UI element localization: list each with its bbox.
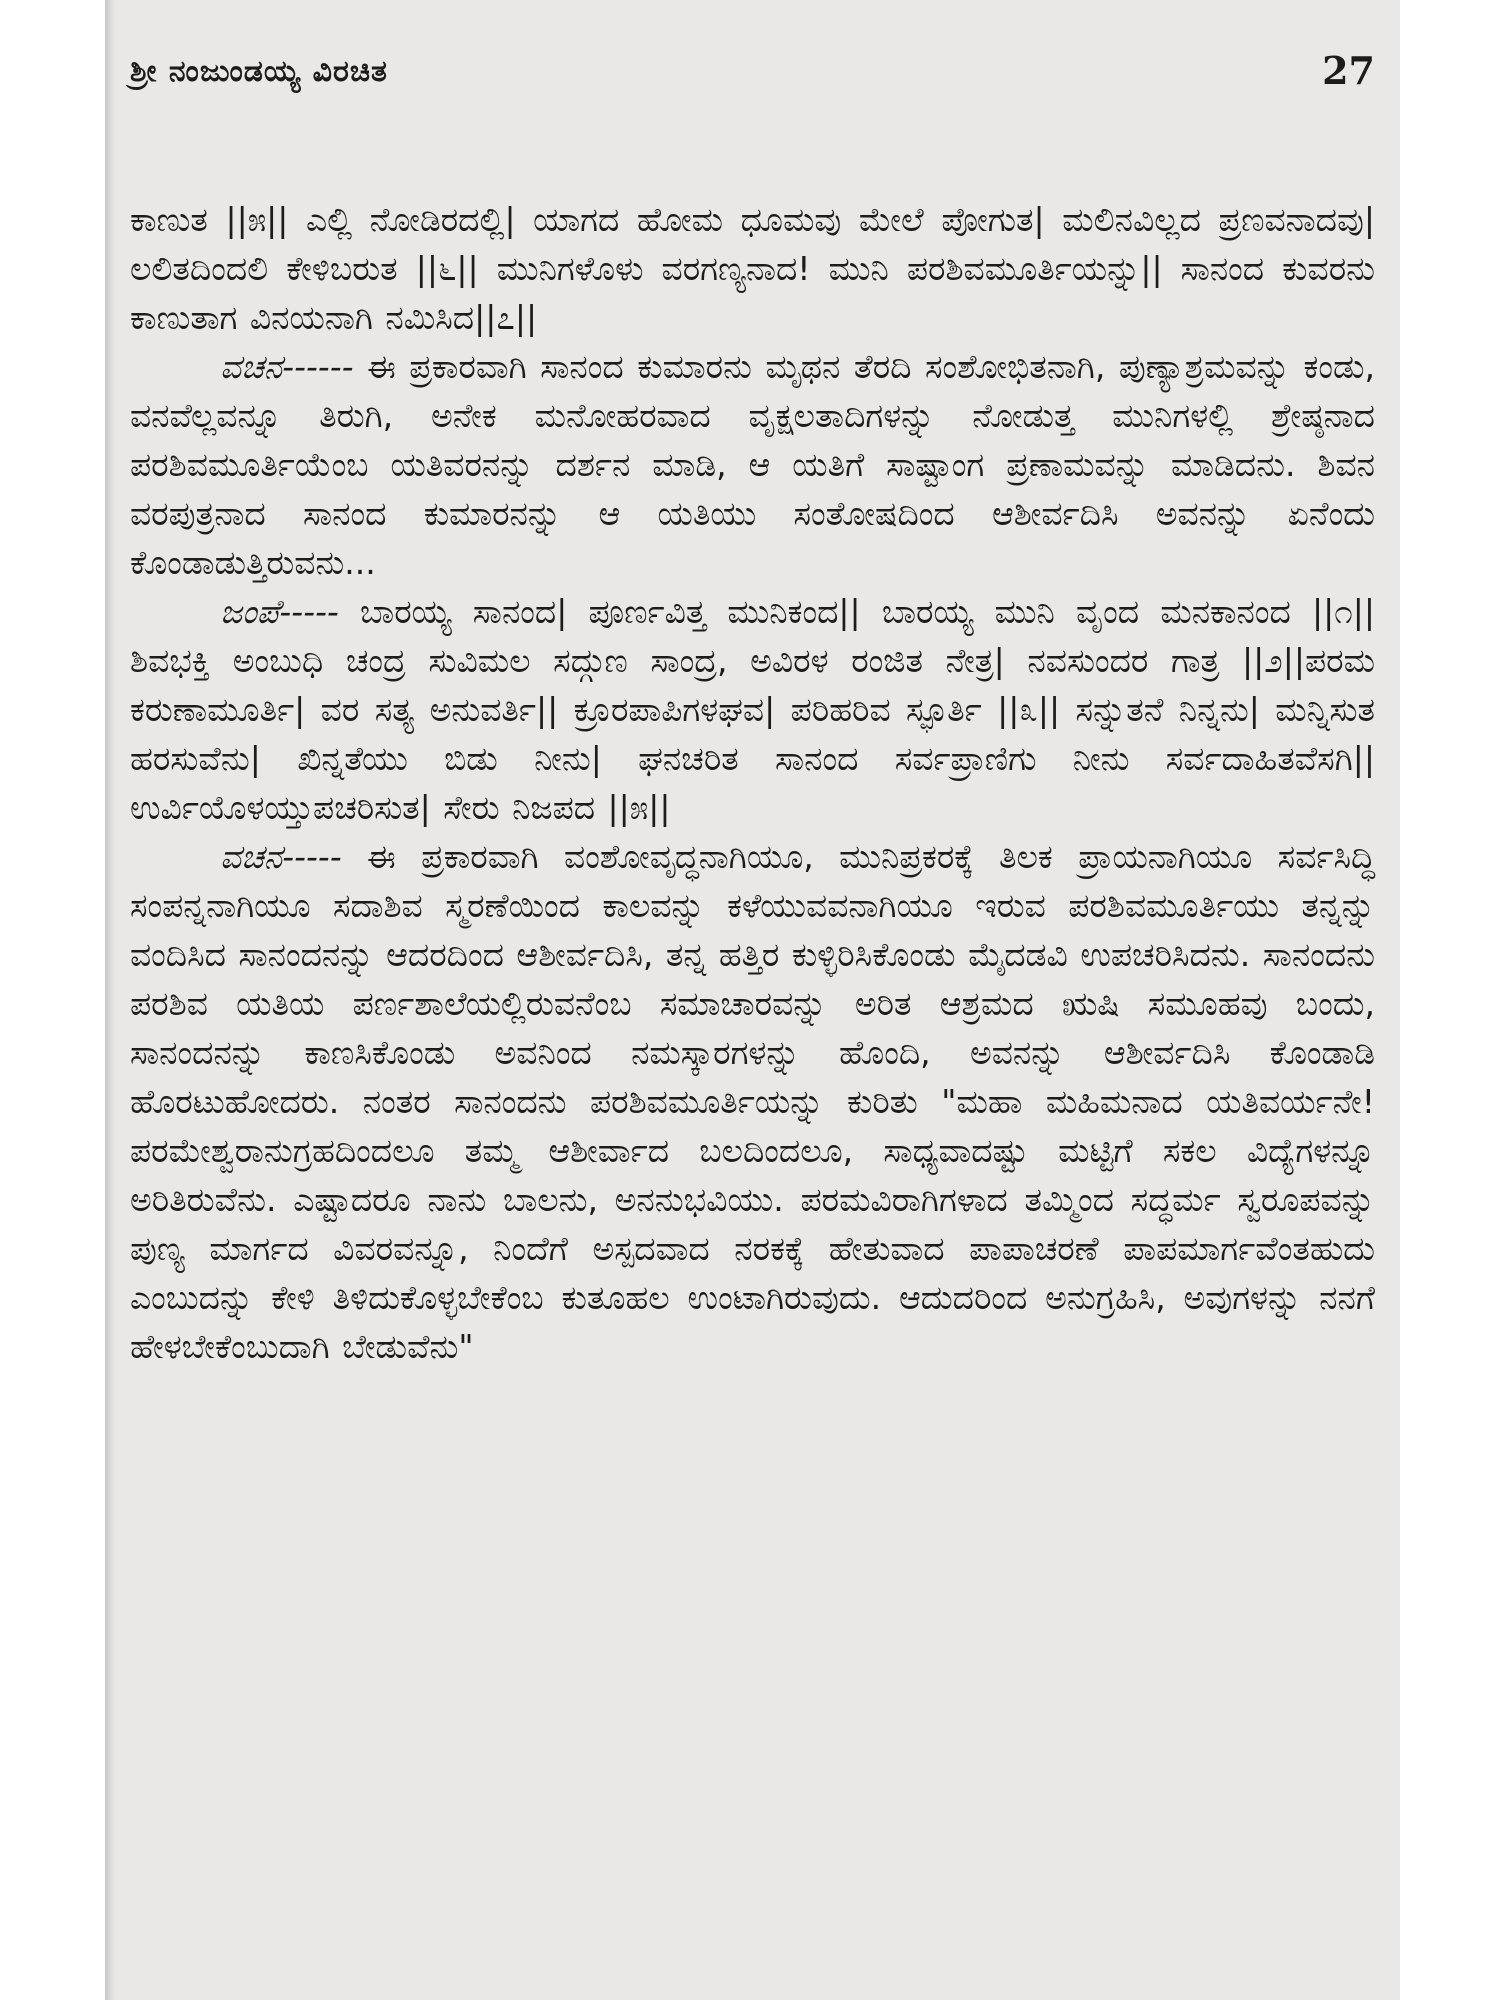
section-label: ವಚನ------ xyxy=(220,347,354,386)
paragraph-jampe xyxy=(130,587,1375,832)
paragraph-text: ಬಾರಯ್ಯ ಸಾನಂದ| ಪೂರ್ಣವಿತ್ತ ಮುನಿಕಂದ|| ಬಾರಯ್ಯ ಮುನಿ ವೃಂದ ಮನಕಾನಂದ ||೧|| ಶಿವಭಕ್ತಿ ಅಂಬುಧಿ ಚಂದ್ರ ಸುವಿಮಲ ಸದ್ಗುಣ ಸಾಂದ್ರ, ಅವಿರಳ ರಂಜಿತ ನೇತ್ರ| ನವಸುಂದರ ಗಾತ್ರ ||೨||ಪರಮ ಕರುಣಾಮೂರ್ತಿ| ವರ ಸತ್ಯ ಅನುವರ್ತಿ|| ಕ್ರೂರಪಾಪಿಗಳಘವ| ಪರಿಹರಿವ ಸ್ಫೂರ್ತಿ ||೩|| ಸನ್ನುತನೆ ನಿನ್ನನು| ಮನ್ನಿಸುತ ಹರಸುವೆನು| ಖಿನ್ನತೆಯು ಬಿಡು ನೀನು| ಘನಚರಿತ ಸಾನಂದ ಸರ್ವಪ್ರಾಣಿಗು ನೀನು ಸರ್ವದಾಹಿತವೆಸಗಿ|| ಉರ್ವಿಯೊಳಯ್ತುಪಚರಿಸುತ| ಸೇರು ನಿಜಪದ ||೫|| xyxy=(130,592,1375,827)
page-edge-shadow xyxy=(105,0,115,2000)
paragraph-vachana-2 xyxy=(130,832,1375,1371)
section-label: ಜಂಪೆ----- xyxy=(220,592,339,631)
running-head: ಶ್ರೀ ನಂಜುಂಡಯ್ಯ ವಿರಚಿತ xyxy=(130,54,388,89)
paragraph-verse-end xyxy=(130,195,1375,342)
paragraph-vachana-1 xyxy=(130,342,1375,587)
section-label: ವಚನ----- xyxy=(220,837,342,876)
page-header xyxy=(130,42,1375,112)
paragraph-text: ಈ ಪ್ರಕಾರವಾಗಿ ವಂಶೋವೃದ್ಧನಾಗಿಯೂ, ಮುನಿಪ್ರಕರಕ್ಕೆ ತಿಲಕ ಪ್ರಾಯನಾಗಿಯೂ ಸರ್ವಸಿದ್ಧಿ ಸಂಪನ್ನನಾಗಿಯೂ ಸದಾಶಿವ ಸ್ಮರಣೆಯಿಂದ ಕಾಲವನ್ನು ಕಳೆಯುವವನಾಗಿಯೂ ಇರುವ ಪರಶಿವಮೂರ್ತಿಯು ತನ್ನನ್ನು ವಂದಿಸಿದ ಸಾನಂದನನ್ನು ಆದರದಿಂದ ಆಶೀರ್ವದಿಸಿ, ತನ್ನ ಹತ್ತಿರ ಕುಳ್ಳಿರಿಸಿಕೊಂಡು ಮೈದಡವಿ ಉಪಚರಿಸಿದನು. ಸಾನಂದನು ಪರಶಿವ ಯತಿಯ ಪರ್ಣಶಾಲೆಯಲ್ಲಿರುವನೆಂಬ ಸಮಾಚಾರವನ್ನು ಅರಿತ ಆಶ್ರಮದ ಋಷಿ ಸಮೂಹವು ಬಂದು, ಸಾನಂದನನ್ನು ಕಾಣಸಿಕೊಂಡು ಅವನಿಂದ ನಮಸ್ಕಾರಗಳನ್ನು ಹೊಂದಿ, ಅವನನ್ನು ಆಶೀರ್ವದಿಸಿ ಕೊಂಡಾಡಿ ಹೊರಟುಹೋದರು. ನಂತರ ಸಾನಂದನು ಪರಶಿವಮೂರ್ತಿಯನ್ನು ಕುರಿತು "ಮಹಾ ಮಹಿಮನಾದ ಯತಿವರ್ಯನೇ! ಪರಮೇಶ್ವರಾನುಗ್ರಹದಿಂದಲೂ ತಮ್ಮ ಆಶೀರ್ವಾದ ಬಲದಿಂದಲೂ, ಸಾಧ್ಯವಾದಷ್ಟು ಮಟ್ಟಿಗೆ ಸಕಲ ವಿದ್ಯೆಗಳನ್ನೂ ಅರಿತಿರುವೆನು. ಎಷ್ಟಾದರೂ ನಾನು ಬಾಲನು, ಅನನುಭವಿಯು. ಪರಮವಿರಾಗಿಗಳಾದ ತಮ್ಮಿಂದ ಸದ್ಧರ್ಮ ಸ್ವರೂಪವನ್ನು ಪುಣ್ಯ ಮಾರ್ಗದ ವಿವರವನ್ನೂ, ನಿಂದೆಗೆ ಅಸ್ಪದವಾದ ನರಕಕ್ಕೆ ಹೇತುವಾದ ಪಾಪಾಚರಣೆ ಪಾಪಮಾರ್ಗವೆಂತಹುದು ಎಂಬುದನ್ನು ಕೇಳಿ ತಿಳಿದುಕೊಳ್ಳಬೇಕೆಂಬ ಕುತೂಹಲ ಉಂಟಾಗಿರುವುದು. ಆದುದರಿಂದ ಅನುಗ್ರಹಿಸಿ, ಅವುಗಳನ್ನು ನನಗೆ ಹೇಳಬೇಕೆಂಬುದಾಗಿ ಬೇಡುವೆನು" xyxy=(130,837,1375,1366)
paragraph-text: ಕಾಣುತ ||೫|| ಎಲ್ಲಿ ನೋಡಿರದಲ್ಲಿ| ಯಾಗದ ಹೋಮ ಧೂಮವು ಮೇಲೆ ಪೋಗುತ| ಮಲಿನವಿಲ್ಲದ ಪ್ರಣವನಾದವು| ಲಲಿತದಿಂದಲಿ ಕೇಳಿಬರುತ ||೬|| ಮುನಿಗಳೊಳು ವರಗಣ್ಯನಾದ! ಮುನಿ ಪರಶಿವಮೂರ್ತಿಯನ್ನು|| ಸಾನಂದ ಕುವರನು ಕಾಣುತಾಗ ವಿನಯನಾಗಿ ನಮಿಸಿದ||೭|| xyxy=(130,200,1375,337)
book-page xyxy=(105,0,1400,2000)
body-text xyxy=(130,195,1375,1371)
paragraph-text: ಈ ಪ್ರಕಾರವಾಗಿ ಸಾನಂದ ಕುಮಾರನು ಮೃಥನ ತೆರದಿ ಸಂಶೋಭಿತನಾಗಿ, ಪುಣ್ಯಾಶ್ರಮವನ್ನು ಕಂಡು, ವನವೆಲ್ಲವನ್ನೂ ತಿರುಗಿ, ಅನೇಕ ಮನೋಹರವಾದ ವೃಕ್ಷಲತಾದಿಗಳನ್ನು ನೋಡುತ್ತ ಮುನಿಗಳಲ್ಲಿ ಶ್ರೇಷ್ಠನಾದ ಪರಶಿವಮೂರ್ತಿಯೆಂಬ ಯತಿವರನನ್ನು ದರ್ಶನ ಮಾಡಿ, ಆ ಯತಿಗೆ ಸಾಷ್ಟಾಂಗ ಪ್ರಣಾಮವನ್ನು ಮಾಡಿದನು. ಶಿವನ ವರಪುತ್ರನಾದ ಸಾನಂದ ಕುಮಾರನನ್ನು ಆ ಯತಿಯು ಸಂತೋಷದಿಂದ ಆಶೀರ್ವದಿಸಿ ಅವನನ್ನು ಏನೆಂದು ಕೊಂಡಾಡುತ್ತಿರುವನು... xyxy=(130,347,1375,582)
page-number: 27 xyxy=(1322,48,1375,93)
